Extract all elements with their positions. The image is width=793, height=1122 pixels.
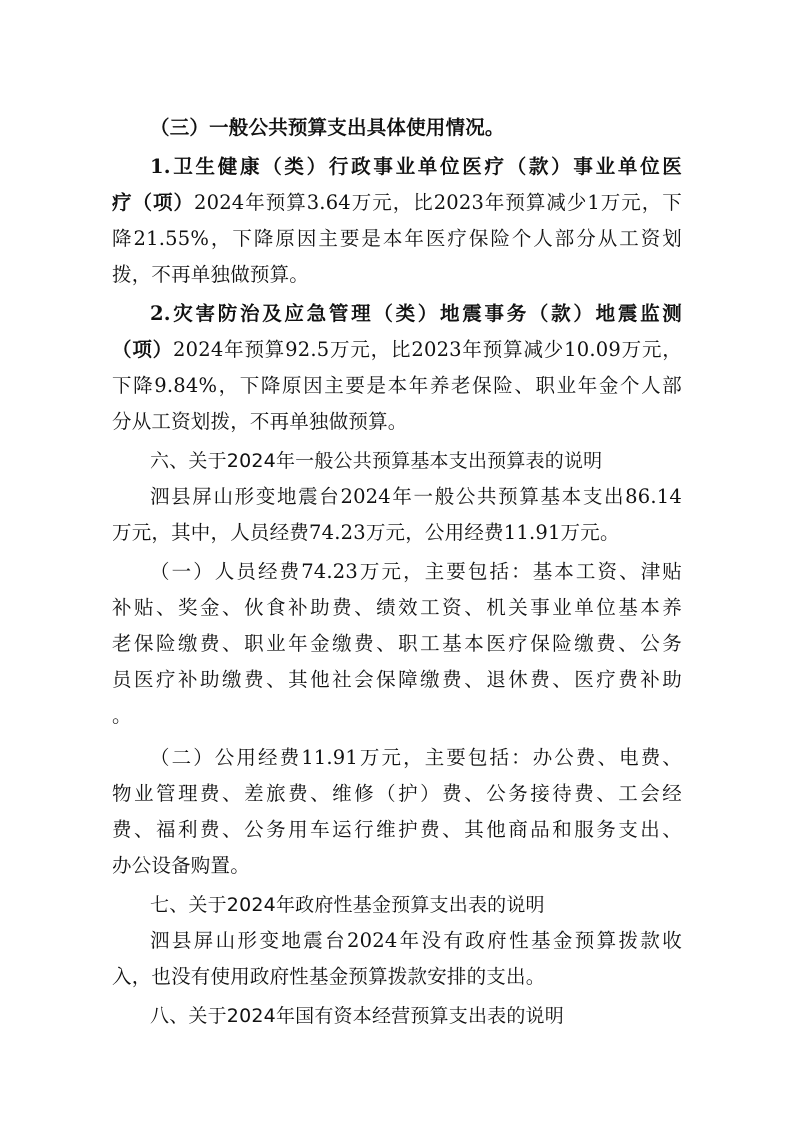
item-2-text-start: 2024年预算92.5万元，比2023年预算减少10.09万元， — [173, 338, 682, 361]
section-heading-7: 七、关于2024年政府性基金预算支出表的说明 — [150, 894, 545, 916]
item-2-title-tail: （项） — [112, 338, 174, 361]
item-2-line-4: 分从工资划拨，不再单独做预算。 — [112, 410, 408, 433]
personnel-line-1: （一）人员经费74.23万元，主要包括：基本工资、津贴 — [150, 560, 682, 583]
item-1-line-2 — [112, 185, 682, 221]
item-2-line-1 — [112, 296, 682, 332]
item-2-line-2 — [112, 332, 682, 368]
personnel-line-3: 老保险缴费、职业年金缴费、职工基本医疗保险缴费、公务 — [112, 632, 682, 655]
personnel-line-4: 员医疗补助缴费、其他社会保障缴费、退休费、医疗费补助 — [112, 668, 682, 691]
personnel-line-5: 。 — [112, 704, 132, 727]
item-1-line-4: 拨，不再单独做预算。 — [112, 263, 310, 286]
section-heading-3: （三）一般公共预算支出具体使用情况。 — [150, 116, 505, 139]
fund-line-1: 泗县屏山形变地震台2024年没有政府性基金预算拨款收 — [150, 929, 682, 952]
item-2-title: 2.灾害防治及应急管理（类）地震事务（款）地震监测 — [150, 302, 682, 325]
basic-expense-line-1: 泗县屏山形变地震台2024年一般公共预算基本支出86.14 — [150, 485, 682, 508]
document-body — [112, 110, 682, 1034]
section-heading-8: 八、关于2024年国有资本经营预算支出表的说明 — [150, 1005, 564, 1027]
public-expense-line-3: 费、福利费、公务用车运行维护费、其他商品和服务支出、 — [112, 818, 682, 841]
fund-line-2: 入，也没有使用政府性基金预算拨款安排的支出。 — [112, 965, 546, 988]
basic-expense-line-2: 万元，其中，人员经费74.23万元，公用经费11.91万元。 — [112, 521, 620, 544]
personnel-line-2: 补贴、奖金、伙食补助费、绩效工资、机关事业单位基本养 — [112, 596, 682, 619]
item-1-line-3: 降21.55%，下降原因主要是本年医疗保险个人部分从工资划 — [112, 227, 682, 250]
section-heading-6: 六、关于2024年一般公共预算基本支出预算表的说明 — [150, 450, 603, 472]
public-expense-line-4: 办公设备购置。 — [112, 854, 250, 877]
item-1-title: 1.卫生健康（类）行政事业单位医疗（款）事业单位医 — [150, 155, 682, 178]
item-2-line-3: 下降9.84%，下降原因主要是本年养老保险、职业年金个人部 — [112, 374, 682, 397]
item-1-line-1 — [112, 149, 682, 185]
public-expense-line-2: 物业管理费、差旅费、维修（护）费、公务接待费、工会经 — [112, 782, 682, 805]
public-expense-line-1: （二）公用经费11.91万元，主要包括：办公费、电费、 — [150, 746, 682, 769]
item-1-text-start: 2024年预算3.64万元，比2023年预算减少1万元，下 — [193, 191, 682, 214]
item-1-title-tail: 疗（项） — [112, 191, 194, 214]
